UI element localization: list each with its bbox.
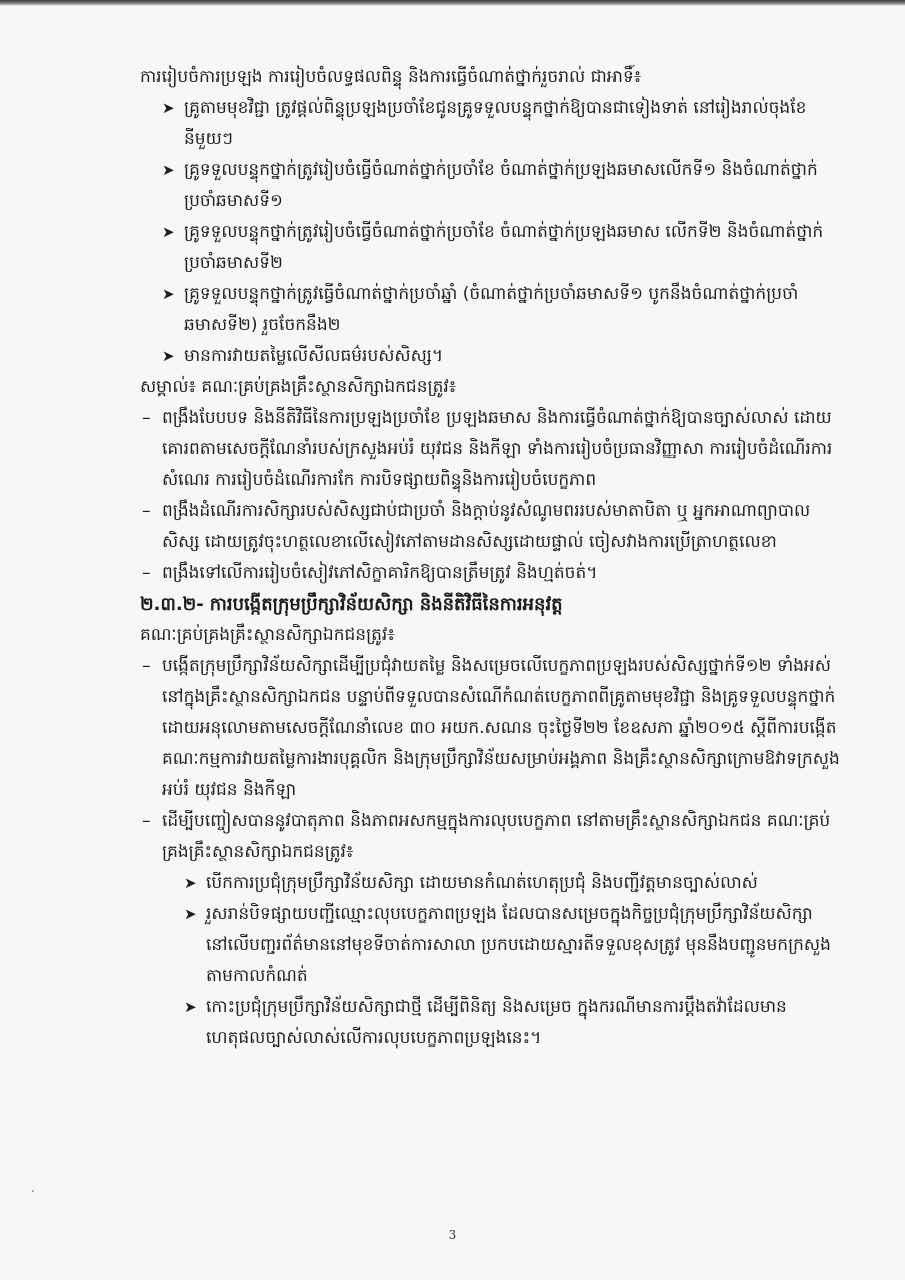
list-item-text: ពង្រឹងទៅលើការរៀបចំសៀវភៅសិក្ខាគារិកឱ្យបានត្រឹមត្រូវ និងហ្មត់ចត់។ — [162, 563, 598, 583]
list-item-text: កោះប្រជុំក្រុមប្រឹក្សាវិន័យសិក្សាជាថ្មី ដើម្បីពិនិត្យ និងសម្រេច ក្នុងករណីមានការប្តឹងតវ៉ាដែលមាន ហេតុផលច្បាស់លាស់លើការលុបបេក្ខភាពប្រឡងនេះ។ — [206, 997, 787, 1048]
chevron-right-icon: ➤ — [184, 874, 197, 892]
section-heading — [140, 589, 840, 620]
list-item-text: ដើម្បីបញ្ចៀសបាននូវបាតុភាព និងភាពអសកម្មក្នុងការលុបបេក្ខភាព នៅតាមគ្រឹះស្ថានសិក្សាឯកជន គណៈគ្រប់គ្រងគ្រឹះស្ថានសិក្សាឯកជនត្រូវ៖ — [162, 811, 831, 862]
list-item — [140, 651, 840, 806]
list-item-text: រួសរាន់បិទផ្សាយបញ្ជីឈ្មោះលុបបេក្ខភាពប្រឡង ដែលបានសម្រេចក្នុងកិច្ចប្រជុំក្រុមប្រឹក្សាវិន័យសិក្សា នៅលើបញ្ជរព័ត៌មាននៅមុខទីចាត់ការសាលា ប្រកបដោយស្មារតីទទួលខុសត្រូវ មុននឹងបញ្ជូនមកក្រសួងតាមកាលកំណត់ — [206, 904, 831, 986]
list-item-text: បង្កើតក្រុមប្រឹក្សាវិន័យសិក្សាដើម្បីប្រជុំវាយតម្លៃ និងសម្រេចលើបេក្ខភាពប្រឡងរបស់សិស្សថ្នាក់ទី១២ ទាំងអស់នៅក្នុងគ្រឹះស្ថានសិក្សាឯកជន បន្ទាប់ពីទទួលបានសំណើកំណត់បេក្ខភាពពីគ្រូតាមមុខវិជ្ជា និងគ្រូទទួលបន្ទុកថ្នាក់ ដោយអនុលោមតាមសេចក្តីណែនាំលេខ ៣០ អយក.សណន ចុះថ្ងៃទី២២ ខែឧសភា ឆ្នាំ២០១៥ ស្តីពីការបង្កើតគណៈកម្មការវាយតម្លៃការងារបុគ្គលិក និងក្រុមប្រឹក្សាវិន័យសម្រាប់អង្គភាព និងគ្រឹះស្ថានសិក្សាក្រោមឱវាទក្រសួងអប់រំ យុវជន និងកីឡា — [162, 656, 840, 800]
list-item-text: ពង្រឹងដំណើរការសិក្សារបស់សិស្សជាប់ជាប្រចាំ និងក្តាប់នូវសំណូមពររបស់មាតាបិតា ឬ អ្នកអាណាព្យាបាលសិស្ស ដោយត្រូវចុះហត្ថលេខាលើសៀវភៅតាមដានសិស្សដោយផ្ទាល់ ចៀសវាងការប្រើត្រាហត្ថលេខា — [162, 501, 811, 552]
chevron-right-icon: ➤ — [162, 99, 175, 117]
note-heading: សម្គាល់៖ គណៈគ្រប់គ្រងគ្រឹះស្ថានសិក្សាឯកជនត្រូវ៖ — [140, 377, 457, 397]
dash-icon: – — [142, 408, 151, 428]
list-item — [140, 558, 840, 589]
note-list — [140, 403, 840, 589]
section-list — [140, 651, 840, 868]
list-item-text: គ្រូទទួលបន្ទុកថ្នាក់ត្រូវរៀបចំធ្វើចំណាត់ថ្នាក់ប្រចាំខែ ចំណាត់ថ្នាក់ប្រឡងឆមាសលើកទី១ និងចំណាត់ថ្នាក់ប្រចាំឆមាសទី១ — [184, 160, 818, 211]
list-item-text: បើកការប្រជុំក្រុមប្រឹក្សាវិន័យសិក្សា ដោយមានកំណត់ហេតុប្រជុំ និងបញ្ជីវត្តមានច្បាស់លាស់ — [206, 873, 758, 893]
list-item — [162, 868, 840, 899]
chevron-right-icon: ➤ — [162, 161, 175, 179]
section-intro: គណៈគ្រប់គ្រងគ្រឹះស្ថានសិក្សាឯកជនត្រូវ៖ — [140, 625, 395, 645]
list-item — [140, 217, 840, 279]
list-item — [140, 279, 840, 341]
list-item-text: គ្រូតាមមុខវិជ្ជា ត្រូវផ្តល់ពិន្ទុប្រឡងប្រចាំខែជូនគ្រូទទួលបន្ទុកថ្នាក់ឱ្យបានជាទៀងទាត់ នៅរៀងរាល់ចុងខែនីមួយៗ — [184, 98, 807, 149]
document-page — [140, 62, 840, 1054]
scan-speck — [32, 1190, 34, 1192]
scan-top-edge — [0, 0, 905, 6]
dash-icon: – — [142, 811, 151, 831]
list-item — [162, 899, 840, 992]
intro-bullet-list — [140, 93, 840, 372]
list-item — [140, 93, 840, 155]
section-number: ២.៣.២- — [140, 594, 204, 615]
chevron-right-icon: ➤ — [162, 223, 175, 241]
dash-icon: – — [142, 563, 151, 583]
intro-line: ការរៀបចំការប្រឡង ការរៀបចំលទ្ធផលពិន្ទុ និងការធ្វើចំណាត់ថ្នាក់រួចរាល់ ជាអាទិ៍៖ — [140, 67, 642, 87]
list-item — [140, 155, 840, 217]
list-item-text: ពង្រឹងបែបបទ និងនីតិវិធីនៃការប្រឡងប្រចាំខែ ប្រឡងឆមាស និងការធ្វើចំណាត់ថ្នាក់ឱ្យបានច្បាស់លាស់ ដោយគោរពតាមសេចក្តីណែនាំរបស់ក្រសួងអប់រំ យុវជន និងកីឡា ទាំងការរៀបចំប្រធានវិញ្ញាសា ការរៀបចំដំណើរការសំណេរ ការរៀបចំដំណើរការកែ ការបិទផ្សាយពិន្ទុនិងការរៀបចំបេក្ខភាព — [162, 408, 833, 490]
list-item — [140, 496, 840, 558]
chevron-right-icon: ➤ — [184, 998, 197, 1016]
list-item — [140, 341, 840, 372]
dash-icon: – — [142, 501, 151, 521]
list-item-text: គ្រូទទួលបន្ទុកថ្នាក់ត្រូវរៀបចំធ្វើចំណាត់ថ្នាក់ប្រចាំខែ ចំណាត់ថ្នាក់ប្រឡងឆមាស លើកទី២ និងចំណាត់ថ្នាក់ប្រចាំឆមាសទី២ — [184, 222, 824, 273]
list-item — [140, 806, 840, 868]
dash-icon: – — [142, 656, 151, 676]
chevron-right-icon: ➤ — [184, 905, 197, 923]
chevron-right-icon: ➤ — [162, 347, 175, 365]
list-item — [162, 992, 840, 1054]
list-item-text: មានការវាយតម្លៃលើសីលធម៌របស់សិស្ស។ — [184, 346, 444, 366]
section-title: ការបង្កើតក្រុមប្រឹក្សាវិន័យសិក្សា និងនីតិវិធីនៃការអនុវត្ត — [209, 594, 563, 615]
list-item — [140, 403, 840, 496]
chevron-right-icon: ➤ — [162, 285, 175, 303]
section-sub-bullet-list — [140, 868, 840, 1054]
list-item-text: គ្រូទទួលបន្ទុកថ្នាក់ត្រូវធ្វើចំណាត់ថ្នាក់ប្រចាំឆ្នាំ (ចំណាត់ថ្នាក់ប្រចាំឆមាសទី១ បូកនឹងចំណាត់ថ្នាក់ប្រចាំឆមាសទី២) រួចចែកនឹង២ — [184, 284, 799, 335]
page-number: 3 — [448, 1228, 457, 1242]
